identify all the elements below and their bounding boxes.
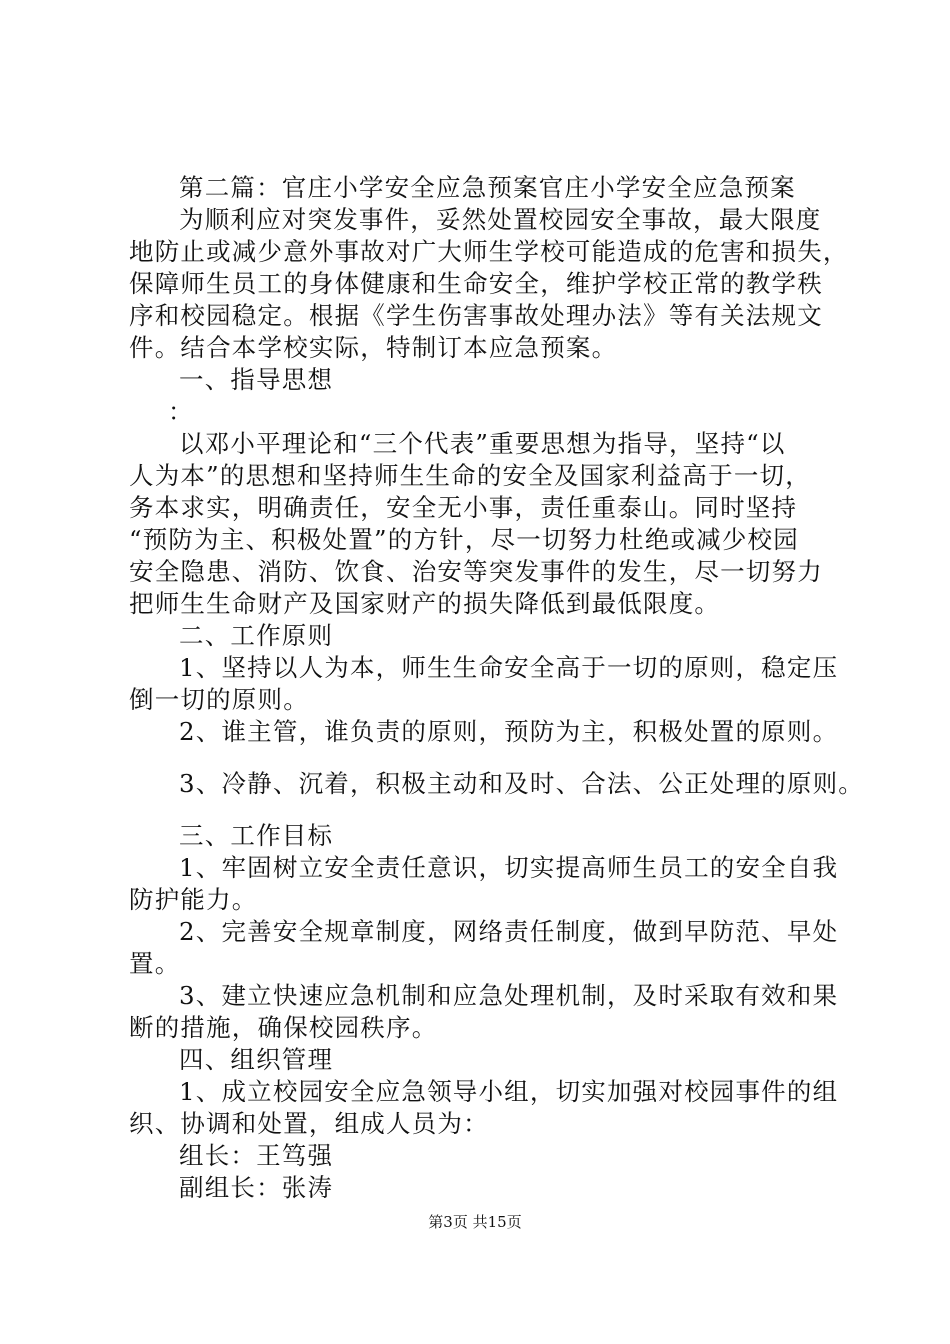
paragraph-line: 倒一切的原则。: [129, 685, 309, 714]
paragraph-line: 3、冷静、沉着，积极主动和及时、合法、公正处理的原则。: [179, 769, 864, 798]
paragraph-line: 织、协调和处置，组成人员为：: [129, 1109, 489, 1138]
page-footer: 第3页 共15页: [428, 1213, 522, 1231]
heading-guiding-thought: 一、指导思想: [179, 365, 334, 394]
paragraph-line: 序和校园稳定。根据《学生伤害事故处理办法》等有关法规文: [129, 301, 823, 330]
paragraph-line: 1、坚持以人为本，师生生命安全高于一切的原则，稳定压: [179, 653, 839, 682]
paragraph-line: “预防为主、积极处置”的方针，尽一切努力杜绝或减少校园: [129, 525, 799, 554]
paragraph-line: 件。结合本学校实际，特制订本应急预案。: [129, 333, 618, 362]
paragraph-line: 把师生生命财产及国家财产的损失降低到最低限度。: [129, 589, 721, 618]
paragraph-line: 地防止或减少意外事故对广大师生学校可能造成的危害和损失，: [129, 237, 849, 266]
paragraph-line: 1、成立校园安全应急领导小组，切实加强对校园事件的组: [179, 1077, 839, 1106]
paragraph-line: 务本求实，明确责任，安全无小事，责任重泰山。同时坚持: [129, 493, 798, 522]
heading-organization: 四、组织管理: [179, 1045, 334, 1074]
paragraph-line: 2、谁主管，谁负责的原则，预防为主，积极处置的原则。: [179, 717, 839, 746]
heading-work-principles: 二、工作原则: [179, 621, 334, 650]
paragraph-line: 保障师生员工的身体健康和生命安全，维护学校正常的教学秩: [129, 269, 823, 298]
section-title: 第二篇：官庄小学安全应急预案官庄小学安全应急预案: [179, 173, 796, 202]
paragraph-line: 安全隐患、消防、饮食、治安等突发事件的发生，尽一切努力: [129, 557, 823, 586]
paragraph-line: 置。: [129, 949, 181, 978]
paragraph-line: 组长：王笃强: [179, 1141, 334, 1170]
paragraph-line: 副组长：张涛: [179, 1173, 334, 1202]
paragraph-line: 1、牢固树立安全责任意识，切实提高师生员工的安全自我: [179, 853, 839, 882]
heading-work-goals: 三、工作目标: [179, 821, 334, 850]
paragraph-line: 3、建立快速应急机制和应急处理机制，及时采取有效和果: [179, 981, 839, 1010]
paragraph-line: 为顺利应对突发事件，妥然处置校园安全事故，最大限度: [179, 205, 822, 234]
paragraph-line: 2、完善安全规章制度，网络责任制度，做到早防范、早处: [179, 917, 839, 946]
paragraph-line: ：: [168, 397, 194, 426]
paragraph-line: 防护能力。: [129, 885, 258, 914]
paragraph-line: 断的措施，确保校园秩序。: [129, 1013, 438, 1042]
paragraph-line: 人为本”的思想和坚持师生生命的安全及国家利益高于一切，: [129, 461, 811, 490]
paragraph-line: 以邓小平理论和“三个代表”重要思想为指导，坚持“以: [179, 429, 786, 458]
